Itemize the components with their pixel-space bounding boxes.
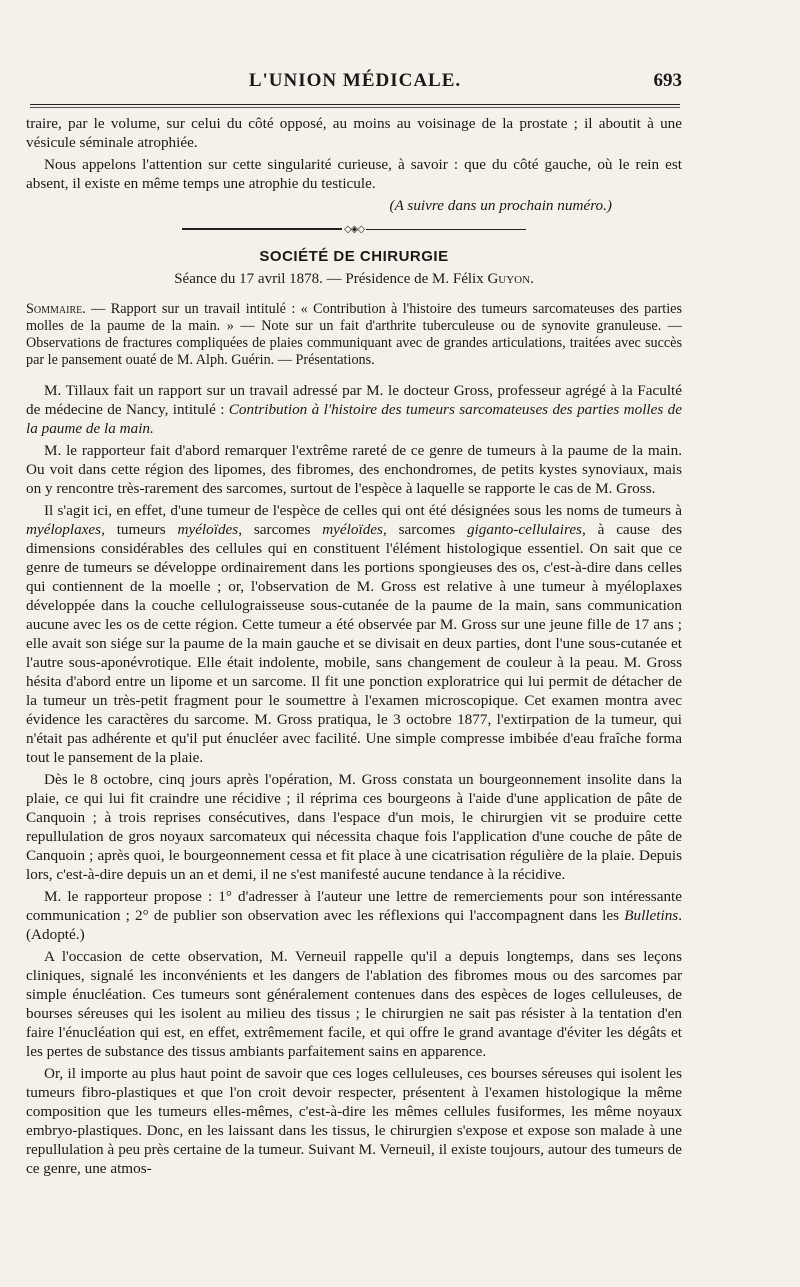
header-rule xyxy=(30,104,680,105)
p5-bulletins: Bulletins xyxy=(624,907,679,924)
p3-part-d: , sarcomes xyxy=(382,521,467,538)
section-ornament xyxy=(26,223,682,235)
p3-part-c: , sarcomes xyxy=(238,521,323,538)
article-paragraph-5 xyxy=(26,887,682,944)
header-rule-thin xyxy=(30,107,680,108)
article-paragraph-4: Dès le 8 octobre, cinq jours après l'opération, M. Gross constata un bourgeonnement insolite dans la plaie, ce qui lui fit craindre une récidive ; il réprima ces bourgeons à l'aide d'une application de pâte de Canquoin ; à trois reprises consécutives, dans l'espace d'un mois, le chirurgien vit se produire cette repullulation de gros noyaux sarcomateux qui nécessita chaque fois l'application d'une couche de pâte de Canquoin ; après quoi, le bourgeonnement cessa et fit place à une cicatrisation régulière de la plaie. Depuis lors, c'est-à-dire depuis un an et demi, il ne s'est manifesté aucune tendance à la récidive. xyxy=(26,771,682,883)
page-header xyxy=(30,70,680,104)
intro-paragraph-2: Nous appelons l'attention sur cette singularité curieuse, à savoir : que du côté gauche, où le rein est absent, il existe en même temps une atrophie du testicule. xyxy=(26,156,682,192)
article-paragraph-2: M. le rapporteur fait d'abord remarquer l'extrême rareté de ce genre de tumeurs à la paume de la main. Ou voit dans cette région des lipomes, des fibromes, des enchondromes, de petits kystes synoviaux, mais on y rencontre très-rarement des sarcomes, surtout de l'espèce à laquelle se rapporte le cas de M. Gross. xyxy=(26,442,682,497)
intro-paragraph-1: traire, par le volume, sur celui du côté opposé, au moins au voisinage de la prostate ; il aboutit à une vésicule séminale atrophiée. xyxy=(26,115,682,151)
p3-term-4: giganto-cellulaires xyxy=(466,521,582,538)
p3-part-b: , tumeurs xyxy=(101,521,178,538)
session-end: . xyxy=(530,271,534,287)
p5-part-a: M. le rapporteur propose : 1° d'adresser à l'auteur une lettre de remerciements pour son intéressante communication ; 2° de publier son observation avec les réflexions qui l'accompagnent dans les xyxy=(26,888,682,924)
page-body xyxy=(26,114,682,1181)
article-paragraph-3 xyxy=(26,501,682,767)
session-president: Guyon xyxy=(487,271,531,287)
article-paragraph-7: Or, il importe au plus haut point de savoir que ces loges celluleuses, ces bourses séreuses qui isolent les tumeurs fibro-plastiques et que l'on croit devoir respecter, présentent à l'examen histologique la même composition que les tumeurs elles-mêmes, c'est-à-dire les mêmes cellules fusiformes, les même noyaux embryo-plastiques. Donc, en les laissant dans les tissus, le chirurgien s'expose et expose son malade à une repullulation à peu près certaine de la tumeur. Suivant M. Verneuil, il existe toujours, autour des tumeurs de ce genre, une atmos- xyxy=(26,1065,682,1177)
p1-text: M. Tillaux fait un rapport sur un travail adressé par M. le docteur Gross, professeur agrégé à la Faculté de médecine de Nancy, intitulé : xyxy=(26,382,682,418)
summary-label: Sommaire. xyxy=(26,301,86,317)
p3-part-a: Il s'agit ici, en effet, d'une tumeur de l'espèce de celles qui ont été désignées sous les noms de tumeurs à xyxy=(44,502,682,519)
p3-term-3: myéloïdes xyxy=(322,521,383,538)
section-title: SOCIÉTÉ DE CHIRURGIE xyxy=(259,248,449,265)
article-paragraph-6: A l'occasion de cette observation, M. Verneuil rappelle qu'il a depuis longtemps, dans ses leçons cliniques, signalé les inconvénients et les dangers de l'ablation des fibromes mous ou des sarcomes par simple énucléation. Ces tumeurs sont généralement contenues dans des espèces de loges celluleuses, de bourses séreuses qui les isolent au milieu des tissus ; le chirurgien ne sait pas résister à la tentation d'en faire l'énucléation qui est, en effet, extrêmement facile, et qui offre le grand avantage d'éviter les dégâts et les pertes de substance des tissus ambiants parfaitement sains en apparence. xyxy=(26,948,682,1060)
continued-note: (A suivre dans un prochain numéro.) xyxy=(389,197,612,214)
running-title: L'UNION MÉDICALE. xyxy=(248,70,462,91)
session-line xyxy=(26,270,682,289)
ornament-glyph: ◇◈◇ xyxy=(343,223,365,235)
p3-term-1: myéloplaxes xyxy=(26,521,102,538)
page-number: 693 xyxy=(653,70,682,91)
summary-text: — Rapport sur un travail intitulé : « Contribution à l'histoire des tumeurs sarcomateuses des parties molles de la paume de la main. » — Note sur un fait d'arthrite tuberculeuse ou de synovite granuleuse. — Observations de fractures compliquées de plaies communiquant avec de grandes articulations, traitées avec succès par le pansement ouaté de M. Alph. Guérin. — Présentations. xyxy=(26,301,682,368)
p3-term-2: myéloïdes xyxy=(177,521,239,538)
p5-part-b: . (Adopté.) xyxy=(26,907,682,943)
article-paragraph-1 xyxy=(26,381,682,438)
p3-part-e: , à cause des dimensions considérables des cellules qui en constituent l'élément histologique essentiel. On sait que ce genre de tumeurs se développe ordinairement dans les portions spongieuses des os, c'est-à-dire dans celles qui contiennent de la moelle ; or, l'observation de M. Gross est relative à une tumeur à myéloplaxes développée dans la couche cellulograisseuse sous-cutanée de la paume de la main, sans communication aucune avec les os de cette région. Cette tumeur a été observée par M. Gross sur une jeune fille de 17 ans ; elle avait son siége sur la paume de la main gauche et se divisait en deux parties, dont l'une sous-cutanée et l'autre sous-aponévrotique. Elle était indolente, mobile, sans changement de couleur à la peau. M. Gross hésita d'abord entre un lipome et un sarcome. Il fit une ponction exploratrice qui lui permit de détacher de la tumeur un très-petit fragment pour le soumettre à l'examen microscopique. Cet examen montra avec évidence les caractères du sarcome. M. Gross pratiqua, le 3 octobre 1877, l'extirpation de la tumeur, qui n'était pas adhérente et qu'il put énucléer avec facilité. Une simple compresse imbibée d'eau fraîche forma tout le pansement de la plaie. xyxy=(26,521,683,766)
ornament-line-left xyxy=(182,228,342,230)
summary xyxy=(26,301,682,369)
ornament-line-right xyxy=(366,229,526,230)
session-text: Séance du 17 avril 1878. — Présidence de M. Félix xyxy=(174,271,488,287)
p1-work-title: Contribution à l'histoire des tumeurs sarcomateuses des parties molles de la paume de la main. xyxy=(26,401,683,437)
